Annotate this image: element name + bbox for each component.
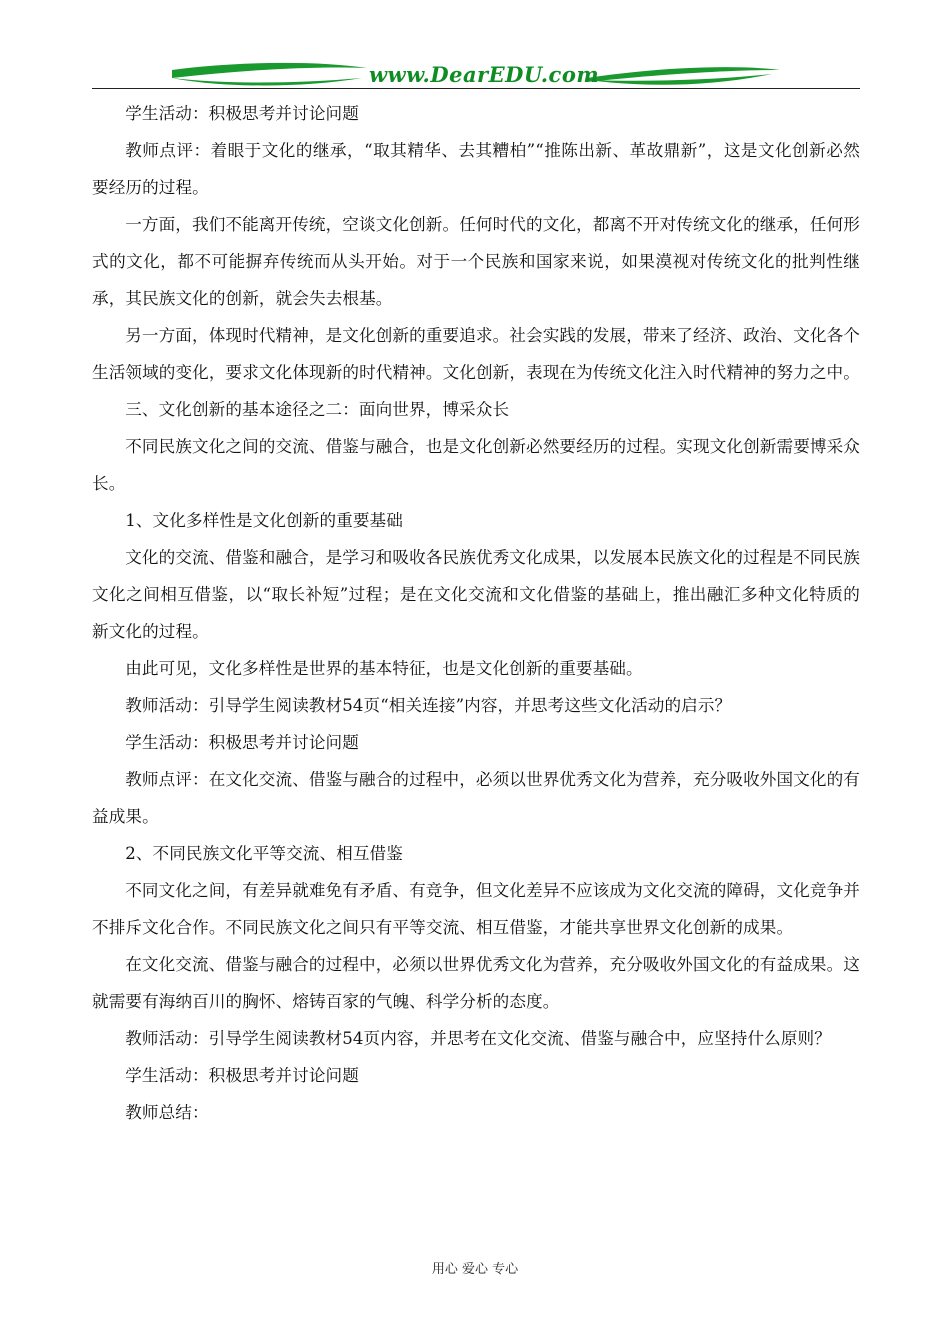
page-footer: 用心 爱心 专心 (431, 1262, 519, 1277)
paragraph: 教师活动：引导学生阅读教材54页“相关连接”内容，并思考这些文化活动的启示？ (125, 696, 732, 715)
site-logo-text[interactable]: www.DearEDU.com (368, 62, 600, 87)
paragraph: 一方面，我们不能离开传统，空谈文化创新。任何时代的文化，都离不开对传统文化的继承，任何形式的文化，都不可能摒弃传统而从头开始。对于一个民族和国家来说，如果漠视对传统文化的批判性继承，其民族文化的创新，就会失去根基。 (92, 215, 860, 308)
paragraph: 不同民族文化之间的交流、借鉴与融合，也是文化创新必然要经历的过程。实现文化创新需要博采众长。 (92, 437, 860, 493)
document-body (92, 95, 860, 1131)
header-divider (92, 88, 860, 89)
subsection-heading: 1、文化多样性是文化创新的重要基础 (125, 511, 403, 530)
paragraph: 学生活动：积极思考并讨论问题 (125, 733, 359, 752)
subsection-heading: 2、不同民族文化平等交流、相互借鉴 (125, 844, 403, 863)
paragraph: 教师活动：引导学生阅读教材54页内容，并思考在文化交流、借鉴与融合中，应坚持什么原则？ (125, 1029, 831, 1048)
paragraph: 学生活动：积极思考并讨论问题 (125, 104, 359, 123)
paragraph: 教师点评：在文化交流、借鉴与融合的过程中，必须以世界优秀文化为营养，充分吸收外国文化的有益成果。 (92, 770, 860, 826)
paragraph: 由此可见，文化多样性是世界的基本特征，也是文化创新的重要基础。 (125, 659, 643, 678)
paragraph: 另一方面，体现时代精神，是文化创新的重要追求。社会实践的发展，带来了经济、政治、文化各个生活领域的变化，要求文化体现新的时代精神。文化创新，表现在为传统文化注入时代精神的努力之中。 (92, 326, 860, 382)
paragraph: 不同文化之间，有差异就难免有矛盾、有竞争，但文化差异不应该成为文化交流的障碍，文化竞争并不排斥文化合作。不同民族文化之间只有平等交流、相互借鉴，才能共享世界文化创新的成果。 (92, 881, 860, 937)
paragraph: 教师点评：着眼于文化的继承，“取其精华、去其糟柏”“推陈出新、革故鼎新”，这是文化创新必然要经历的过程。 (92, 141, 860, 197)
paragraph: 学生活动：积极思考并讨论问题 (125, 1066, 359, 1085)
site-header (92, 58, 860, 92)
paragraph: 在文化交流、借鉴与融合的过程中，必须以世界优秀文化为营养，充分吸收外国文化的有益成果。这就需要有海纳百川的胸怀、熔铸百家的气魄、科学分析的态度。 (92, 955, 860, 1011)
paragraph: 教师总结： (125, 1103, 209, 1122)
section-heading: 三、文化创新的基本途径之二：面向世界，博采众长 (125, 400, 510, 419)
paragraph: 文化的交流、借鉴和融合，是学习和吸收各民族优秀文化成果，以发展本民族文化的过程是不同民族文化之间相互借鉴，以“取长补短”过程；是在文化交流和文化借鉴的基础上，推出融汇多种文化特质的新文化的过程。 (92, 548, 860, 641)
